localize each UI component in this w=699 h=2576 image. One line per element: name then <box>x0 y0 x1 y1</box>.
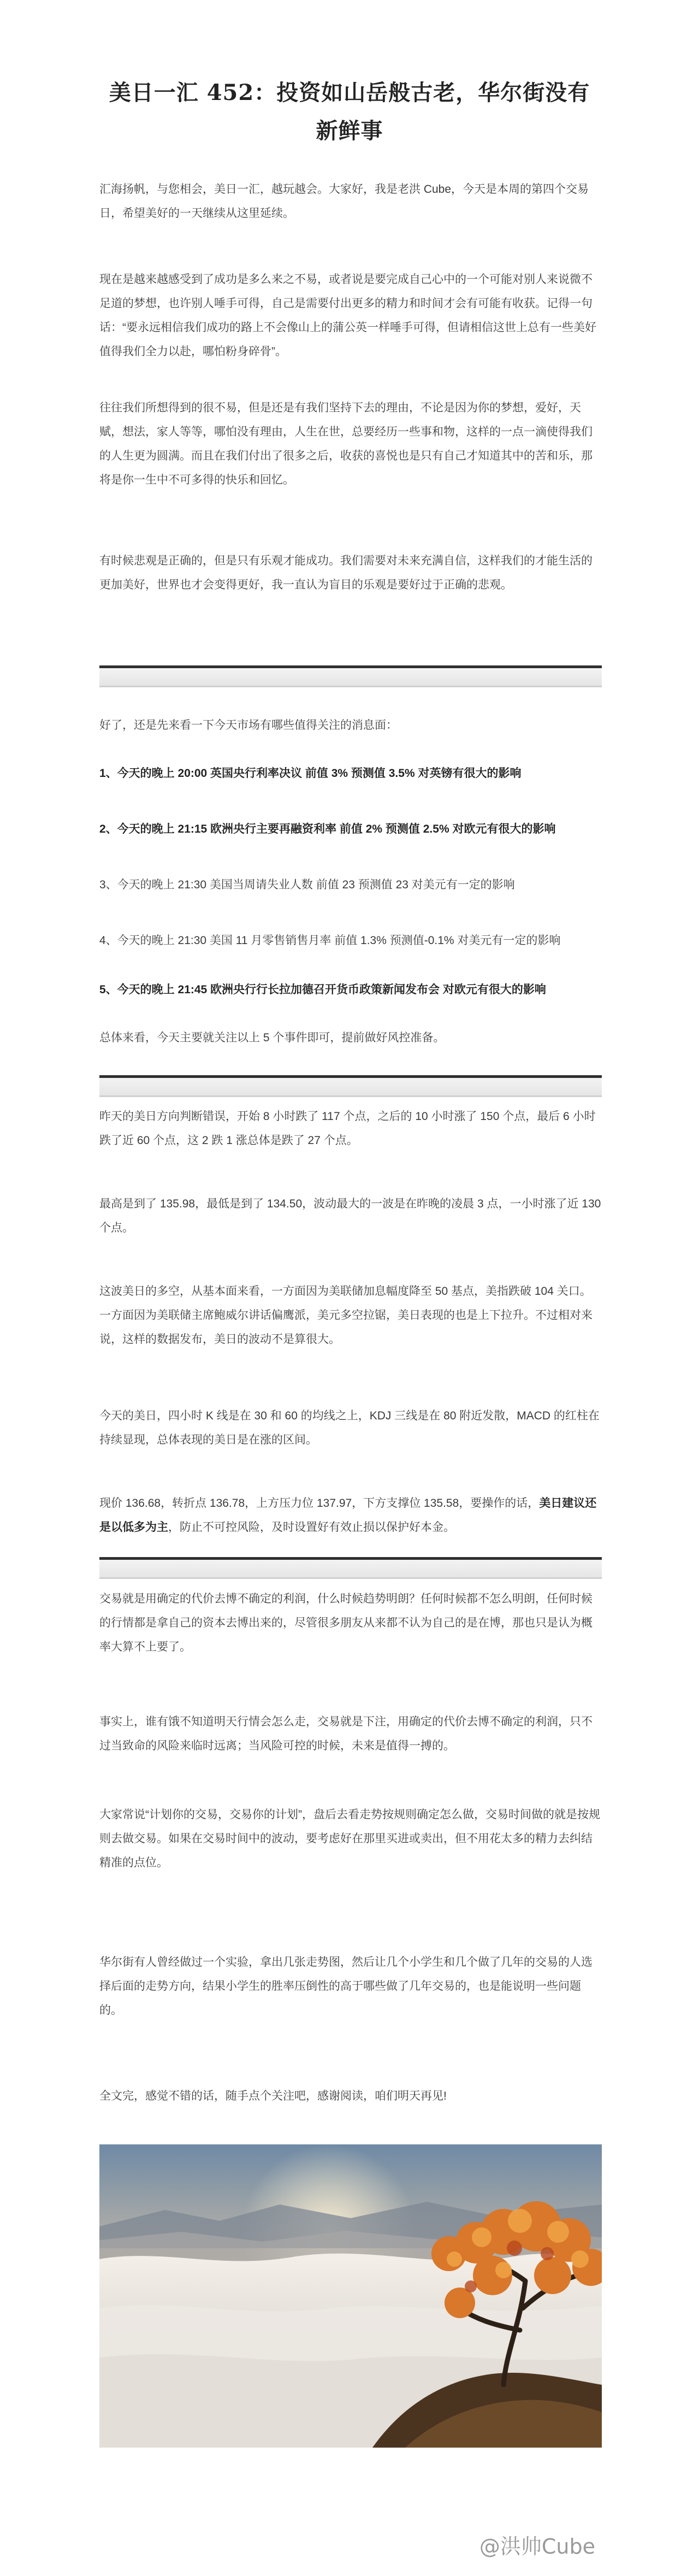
trading-thought-4: 华尔街有人曾经做过一个实验，拿出几张走势图，然后让几个小学生和几个做了几年的交易的人选择后面的走势方向，结果小学生的胜率压倒性的高于哪些做了几年交易的，也是能说明一些问题的。 <box>99 1956 593 2017</box>
analysis-technical: 今天的美日，四小时 K 线是在 30 和 60 的均线之上，KDJ 三线是在 80 附近发散，MACD 的红柱在持续显现，总体表现的美日是在涨的区间。 <box>99 1410 600 1446</box>
landscape-illustration <box>99 2144 602 2448</box>
article <box>87 0 612 2576</box>
event-item: 5、今天的晚上 21:45 欧洲央行行长拉加德召开货币政策新闻发布会 对欧元有很大的影响 <box>99 983 546 996</box>
events-summary: 总体来看，今天主要就关注以上 5 个事件即可，提前做好风控准备。 <box>99 1031 445 1044</box>
trading-thought-3: 大家常说“计划你的交易，交易你的计划”，盘后去看走势按规则确定怎么做，交易时间做的就是按规则去做交易。如果在交易时间中的波动，要考虑好在那里买进或卖出，但不用花太多的精力去纠结精准的点位。 <box>99 1808 600 1869</box>
landscape-image <box>99 2144 602 2448</box>
trading-thought-2: 事实上，谁有饿不知道明天行情会怎么走，交易就是下注，用确定的代价去博不确定的利润，只不过当致命的风险来临时远离；当风险可控的时候，未来是值得一搏的。 <box>99 1716 593 1752</box>
section-divider <box>99 1557 602 1579</box>
event-item: 2、今天的晚上 21:15 欧洲央行主要再融资利率 前值 2% 预测值 2.5% 对欧元有很大的影响 <box>99 823 556 835</box>
event-item: 4、今天的晚上 21:30 美国 11 月零售销售月率 前值 1.3% 预测值-0.1% 对美元有一定的影响 <box>99 934 561 947</box>
analysis-fundamentals: 这波美日的多空，从基本面来看，一方面因为美联储加息幅度降至 50 基点，美指跌破 104 关口。一方面因为美联储主席鲍威尔讲话偏鹰派，美元多空拉锯，美日表现的也是上下拉升。不过相对来说，这样的数据发布，美日的波动不是算很大。 <box>99 1285 593 1346</box>
paragraph-dreams: 往往我们所想得到的很不易，但是还是有我们坚持下去的理由，不论是因为你的梦想，爱好，天赋，想法，家人等等，哪怕没有理由，人生在世，总要经历一些事和物，这样的一点一滴使得我们的人生更为圆满。而且在我们付出了很多之后，收获的喜悦也是只有自己才知道其中的苦和乐，那将是你一生中不可多得的快乐和回忆。 <box>99 402 593 486</box>
trade-suggestion: 美日建议还是以低多为主 <box>99 1497 597 1534</box>
closing-line: 全文完，感觉不错的话，随手点个关注吧，感谢阅读，咱们明天再见! <box>99 2090 447 2102</box>
author-watermark: @洪帅Cube <box>479 2534 595 2559</box>
events-intro: 好了，还是先来看一下今天市场有哪些值得关注的消息面： <box>99 719 398 732</box>
section-divider <box>99 665 602 687</box>
intro-paragraph: 汇海扬帆，与您相会，美日一汇，越玩越会。大家好，我是老洪 Cube，今天是本周的第四个交易日，希望美好的一天继续从这里延续。 <box>99 183 589 220</box>
analysis-levels: 现价 136.68，转折点 136.78，上方压力位 137.97，下方支撑位 135.58，要操作的话，美日建议还是以低多为主，防止不可控风险，及时设置好有效止损以保护好本金。 <box>99 1497 597 1534</box>
paragraph-success: 现在是越来越感受到了成功是多么来之不易，或者说是要完成自己心中的一个可能对别人来说微不足道的梦想，也许别人唾手可得，自己是需要付出更多的精力和时间才会有可能有收获。记得一句话：“要永远相信我们成功的路上不会像山上的蒲公英一样唾手可得，但请相信这世上总有一些美好值得我们全力以赴，哪怕粉身碎骨”。 <box>99 273 596 358</box>
paragraph-optimism: 有时候悲观是正确的，但是只有乐观才能成功。我们需要对未来充满自信，这样我们的才能生活的更加美好，世界也才会变得更好，我一直认为盲目的乐观是要好过于正确的悲观。 <box>99 555 593 591</box>
trading-thought-1: 交易就是用确定的代价去博不确定的利润，什么时候趋势明朗？任何时候都不怎么明朗，任何时候的行情都是拿自己的资本去博出来的，尽管很多朋友从来都不认为自己的是在博，那也只是认为概率大算不上要了。 <box>99 1593 593 1653</box>
event-item: 1、今天的晚上 20:00 英国央行利率决议 前值 3% 预测值 3.5% 对英镑有很大的影响 <box>99 767 522 780</box>
event-item: 3、今天的晚上 21:30 美国当周请失业人数 前值 23 预测值 23 对美元有一定的影响 <box>99 879 515 891</box>
analysis-yesterday: 昨天的美日方向判断错误，开始 8 小时跌了 117 个点，之后的 10 小时涨了 150 个点，最后 6 小时跌了近 60 个点，这 2 跌 1 涨总体是跌了 27 个点。 <box>99 1110 596 1147</box>
title-line-2: 新鲜事 <box>316 118 383 144</box>
article-title <box>87 74 612 150</box>
analysis-range: 最高是到了 135.98，最低是到了 134.50，波动最大的一波是在昨晚的凌晨 3 点，一小时涨了近 130 个点。 <box>99 1198 601 1234</box>
section-divider <box>99 1075 602 1097</box>
title-line-1: 美日一汇 452：投资如山岳般古老，华尔街没有 <box>109 80 590 105</box>
